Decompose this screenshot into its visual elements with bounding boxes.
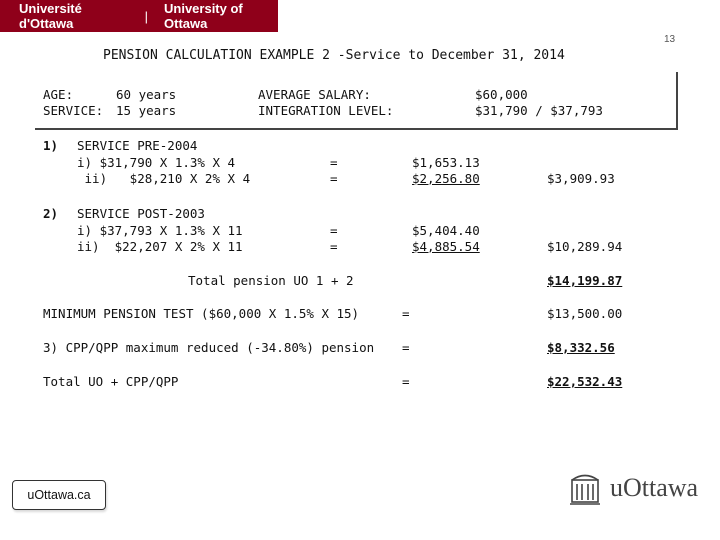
cpp-qpp-label: 3) CPP/QPP maximum reduced (-34.80%) pension: [43, 340, 375, 355]
university-header-bar: [0, 0, 278, 32]
section1-line2-amount: $2,256.80: [412, 171, 480, 186]
page-title: PENSION CALCULATION EXAMPLE 2 -Service to December 31, 2014: [103, 48, 565, 63]
page-number: 13: [664, 34, 676, 45]
section1-title: SERVICE PRE-2004: [77, 138, 198, 153]
section2-line2: ii) $22,207 X 2% X 11: [77, 239, 243, 254]
integration-level-label: INTEGRATION LEVEL:: [258, 103, 394, 118]
section1-line2-equals: =: [330, 171, 338, 186]
footer-logo-text: uOttawa: [610, 473, 699, 502]
age-label: AGE:: [43, 87, 74, 102]
section2-subtotal: $10,289.94: [547, 239, 623, 254]
footer-url-badge[interactable]: [12, 480, 106, 510]
section2-line1: i) $37,793 X 1.3% X 11: [77, 223, 243, 238]
minimum-pension-test-value: $13,500.00: [547, 306, 623, 321]
total-pension-label: Total pension UO 1 + 2: [188, 273, 354, 288]
section1-line1-amount: $1,653.13: [412, 155, 480, 170]
total-uo-cpp-equals: =: [402, 374, 410, 389]
service-value: 15 years: [116, 103, 177, 118]
header-logo-en: University of Ottawa: [164, 1, 243, 31]
total-uo-cpp-label: Total UO + CPP/QPP: [43, 374, 179, 389]
section2-line1-equals: =: [330, 223, 338, 238]
section1-line2: ii) $28,210 X 2% X 4: [77, 171, 251, 186]
header-logo-fr: Université d'Ottawa: [19, 1, 82, 31]
section2-title: SERVICE POST-2003: [77, 206, 205, 221]
cpp-qpp-equals: =: [402, 340, 410, 355]
avg-salary-value: $60,000: [475, 87, 528, 102]
section1-line1-equals: =: [330, 155, 338, 170]
header-separator: |: [144, 8, 148, 24]
avg-salary-label: AVERAGE SALARY:: [258, 87, 371, 102]
section2-number: 2): [43, 206, 59, 221]
university-building-icon: [566, 469, 604, 507]
section1-number: 1): [43, 138, 59, 153]
total-pension-value: $14,199.87: [547, 273, 623, 288]
section2-line1-amount: $5,404.40: [412, 223, 480, 238]
age-value: 60 years: [116, 87, 177, 102]
footer-url-text: uOttawa.ca: [27, 488, 91, 502]
section1-subtotal: $3,909.93: [547, 171, 615, 186]
total-uo-cpp-value: $22,532.43: [547, 374, 623, 389]
integration-level-value: $31,790 / $37,793: [475, 103, 603, 118]
cpp-qpp-value: $8,332.56: [547, 340, 615, 355]
section2-line2-equals: =: [330, 239, 338, 254]
uottawa-logo: [566, 468, 706, 508]
service-label: SERVICE:: [43, 103, 104, 118]
minimum-pension-test-label: MINIMUM PENSION TEST ($60,000 X 1.5% X 15): [43, 306, 360, 321]
section1-line1: i) $31,790 X 1.3% X 4: [77, 155, 236, 170]
section2-line2-amount: $4,885.54: [412, 239, 480, 254]
minimum-pension-test-equals: =: [402, 306, 410, 321]
